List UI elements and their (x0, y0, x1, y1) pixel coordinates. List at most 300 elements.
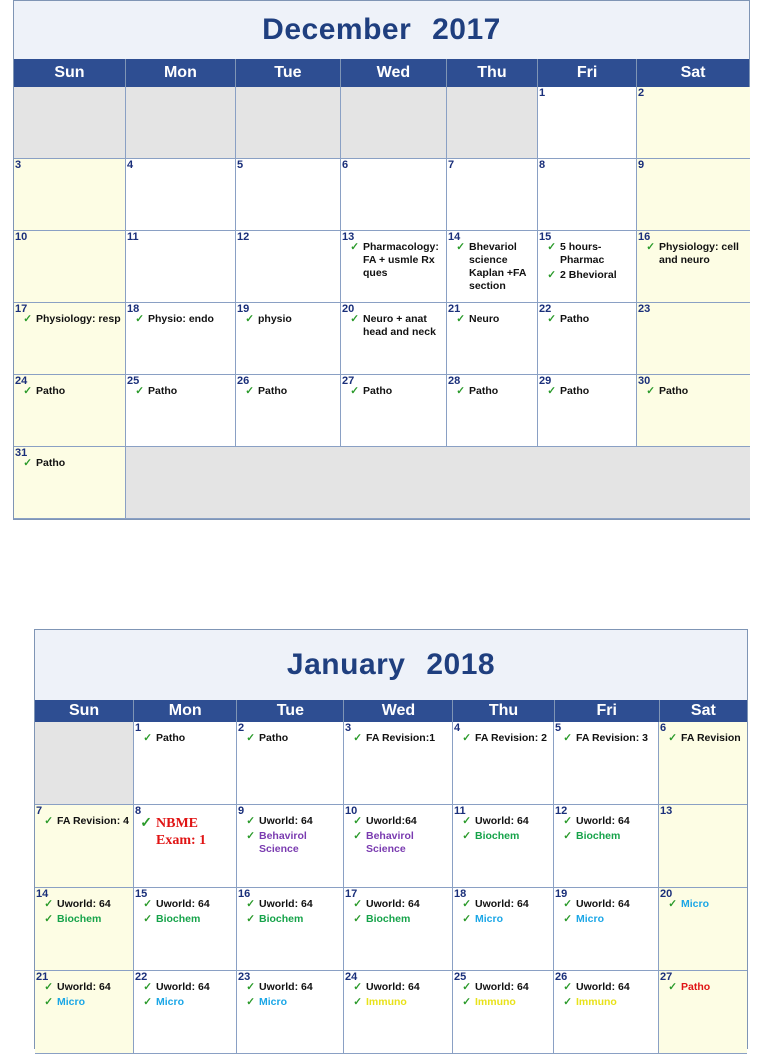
empty-day-cell (236, 87, 341, 159)
task-text: Neuro (469, 313, 500, 325)
task-text: Physiology: resp (36, 313, 121, 325)
checkmark-icon: ✓ (44, 898, 53, 910)
task-item (542, 313, 633, 326)
checkmark-icon: ✓ (563, 830, 572, 842)
weekday-mon: Mon (126, 59, 236, 87)
task-item (138, 981, 233, 994)
checkmark-icon: ✓ (547, 313, 556, 325)
day-number: 22 (539, 303, 552, 315)
task-item (39, 981, 130, 994)
task-text: FA Revision: 4 (57, 815, 129, 827)
task-item (663, 981, 744, 994)
day-cell-6 (341, 159, 447, 231)
task-text: Physio: endo (148, 313, 214, 325)
task-list (345, 241, 443, 282)
checkmark-icon: ✓ (350, 241, 359, 253)
december-calendar (13, 0, 750, 520)
checkmark-icon: ✓ (462, 981, 471, 993)
checkmark-icon: ✓ (462, 898, 471, 910)
task-list (457, 898, 550, 928)
checkmark-icon: ✓ (246, 898, 255, 910)
day-number: 23 (238, 971, 251, 983)
day-number: 16 (638, 231, 651, 243)
task-text: Biochem (57, 913, 102, 925)
checkmark-icon: ✓ (353, 981, 362, 993)
task-text: Patho (36, 457, 66, 469)
day-number: 18 (127, 303, 140, 315)
day-number: 21 (36, 971, 49, 983)
day-cell-14 (447, 231, 538, 303)
day-cell-9 (237, 805, 344, 888)
task-list (345, 385, 443, 400)
task-list (451, 241, 534, 295)
day-cell-24 (344, 971, 453, 1054)
checkmark-icon: ✓ (23, 385, 32, 397)
day-cell-21 (35, 971, 134, 1054)
task-list (558, 981, 655, 1011)
day-number: 31 (15, 447, 28, 459)
day-cell-4 (453, 722, 554, 805)
checkmark-icon: ✓ (668, 898, 677, 910)
checkmark-icon: ✓ (143, 732, 152, 744)
task-list (348, 815, 449, 858)
task-text: physio (258, 313, 292, 325)
day-cell-7 (447, 159, 538, 231)
task-item (558, 996, 655, 1009)
task-text: Patho (469, 385, 499, 397)
day-number: 7 (448, 159, 455, 171)
task-list (240, 313, 337, 328)
day-cell-18 (126, 303, 236, 375)
task-text: Uworld: 64 (366, 898, 420, 910)
checkmark-icon: ✓ (246, 830, 255, 842)
day-cell-28 (447, 375, 538, 447)
task-item (39, 815, 130, 828)
day-cell-15 (538, 231, 637, 303)
day-number: 15 (135, 888, 148, 900)
day-cell-9 (637, 159, 750, 231)
weekday-thu: Thu (447, 59, 538, 87)
task-list (457, 732, 550, 747)
weekday-header (14, 59, 749, 87)
day-cell-20 (659, 888, 747, 971)
task-text: Uworld: 64 (259, 815, 313, 827)
calendar-grid (35, 722, 747, 1052)
empty-day-cell (35, 722, 134, 805)
task-item (457, 898, 550, 911)
day-cell-22 (538, 303, 637, 375)
task-item (345, 313, 443, 339)
calendar-title: December 2017 (14, 1, 749, 59)
task-text: Physiology: cell and neuro (659, 241, 739, 266)
checkmark-icon: ✓ (246, 732, 255, 744)
day-cell-12 (554, 805, 659, 888)
task-item (240, 385, 337, 398)
task-item (18, 313, 122, 326)
task-list (241, 898, 340, 928)
task-list (138, 732, 233, 747)
checkmark-icon: ✓ (462, 996, 471, 1008)
checkmark-icon: ✓ (456, 385, 465, 397)
task-list (558, 898, 655, 928)
task-text: 2 Bhevioral (560, 269, 617, 281)
task-text: FA Revision (681, 732, 741, 744)
day-number: 8 (135, 805, 142, 817)
checkmark-icon: ✓ (563, 981, 572, 993)
day-cell-17 (14, 303, 126, 375)
checkmark-icon: ✓ (245, 385, 254, 397)
task-list (240, 385, 337, 400)
day-number: 2 (638, 87, 645, 99)
day-cell-8 (538, 159, 637, 231)
day-number: 12 (555, 805, 568, 817)
task-list (451, 313, 534, 328)
weekday-wed: Wed (344, 700, 453, 722)
task-list (542, 385, 633, 400)
task-text: FA Revision: 2 (475, 732, 547, 744)
day-number: 17 (15, 303, 28, 315)
task-text: Behavirol Science (259, 830, 307, 855)
task-text: Uworld: 64 (259, 981, 313, 993)
task-item (130, 313, 232, 326)
task-item (457, 996, 550, 1009)
day-cell-14 (35, 888, 134, 971)
task-text: Uworld: 64 (576, 898, 630, 910)
day-number: 3 (345, 722, 352, 734)
task-list (345, 313, 443, 341)
task-text: Immuno (576, 996, 617, 1008)
checkmark-icon: ✓ (23, 457, 32, 469)
task-text: Micro (57, 996, 86, 1008)
day-number: 30 (638, 375, 651, 387)
task-item (39, 898, 130, 911)
task-list (39, 898, 130, 928)
empty-day-cell (126, 447, 750, 519)
weekday-header (35, 700, 747, 722)
task-text: 5 hours-Pharmac (560, 241, 605, 266)
task-text: Pharmacology: FA + usmle Rx ques (363, 241, 439, 279)
day-number: 24 (15, 375, 28, 387)
empty-day-cell (14, 87, 126, 159)
day-number: 8 (539, 159, 546, 171)
day-number: 1 (135, 722, 142, 734)
task-text: Patho (659, 385, 689, 397)
task-list (241, 815, 340, 858)
day-cell-1 (134, 722, 237, 805)
weekday-sat: Sat (680, 64, 706, 81)
task-text: Uworld: 64 (475, 981, 529, 993)
day-cell-26 (554, 971, 659, 1054)
checkmark-icon: ✓ (140, 816, 152, 831)
task-item (542, 269, 633, 282)
checkmark-icon: ✓ (350, 313, 359, 325)
weekday-sat: Sat (690, 702, 716, 719)
task-item (348, 732, 449, 745)
task-item (451, 385, 534, 398)
day-number: 15 (539, 231, 552, 243)
day-cell-21 (447, 303, 538, 375)
task-text: Biochem (259, 913, 304, 925)
task-item (18, 385, 122, 398)
task-list (130, 385, 232, 400)
task-item (558, 815, 655, 828)
day-number: 13 (342, 231, 355, 243)
task-item (457, 981, 550, 994)
task-text: Uworld: 64 (156, 981, 210, 993)
day-cell-23 (237, 971, 344, 1054)
checkmark-icon: ✓ (44, 981, 53, 993)
checkmark-icon: ✓ (462, 830, 471, 842)
task-list (558, 815, 655, 845)
task-list (18, 457, 122, 472)
day-number: 9 (238, 805, 245, 817)
checkmark-icon: ✓ (547, 269, 556, 281)
day-number: 23 (638, 303, 651, 315)
checkmark-icon: ✓ (563, 913, 572, 925)
task-item (18, 457, 122, 470)
day-number: 6 (342, 159, 349, 171)
task-item (138, 732, 233, 745)
day-number: 4 (127, 159, 134, 171)
day-number: 2 (238, 722, 245, 734)
task-text: Uworld: 64 (475, 898, 529, 910)
task-item (457, 815, 550, 828)
task-text: Immuno (475, 996, 516, 1008)
task-text: FA Revision:1 (366, 732, 436, 744)
checkmark-icon: ✓ (353, 732, 362, 744)
checkmark-icon: ✓ (143, 898, 152, 910)
empty-day-cell (126, 87, 236, 159)
task-text: Micro (259, 996, 288, 1008)
day-cell-26 (236, 375, 341, 447)
task-item (641, 385, 747, 398)
day-number: 27 (660, 971, 673, 983)
task-item (241, 913, 340, 926)
task-text: Patho (258, 385, 288, 397)
checkmark-icon: ✓ (646, 385, 655, 397)
day-cell-16 (637, 231, 750, 303)
checkmark-icon: ✓ (135, 313, 144, 325)
day-number: 22 (135, 971, 148, 983)
weekday-sun: Sun (35, 700, 134, 722)
checkmark-icon: ✓ (646, 241, 655, 253)
task-text: Micro (475, 913, 504, 925)
checkmark-icon: ✓ (143, 996, 152, 1008)
day-cell-16 (237, 888, 344, 971)
checkmark-icon: ✓ (353, 830, 362, 842)
weekday-tue: Tue (237, 700, 344, 722)
checkmark-icon: ✓ (350, 385, 359, 397)
day-number: 19 (237, 303, 250, 315)
day-number: 27 (342, 375, 355, 387)
task-item (241, 815, 340, 828)
task-item (138, 913, 233, 926)
task-text: Biochem (366, 913, 411, 925)
day-cell-29 (538, 375, 637, 447)
task-text: Patho (156, 732, 186, 744)
weekday-fri: Fri (555, 700, 660, 722)
checkmark-icon: ✓ (246, 996, 255, 1008)
day-cell-6 (659, 722, 747, 805)
day-cell-1 (538, 87, 637, 159)
weekday-wed: Wed (341, 59, 447, 87)
day-number: 1 (539, 87, 546, 99)
task-text: Uworld: 64 (576, 815, 630, 827)
checkmark-icon: ✓ (245, 313, 254, 325)
task-text: Uworld: 64 (57, 981, 111, 993)
checkmark-icon: ✓ (143, 981, 152, 993)
task-list (39, 815, 130, 830)
task-list (542, 313, 633, 328)
task-item (457, 732, 550, 745)
checkmark-icon: ✓ (353, 913, 362, 925)
empty-day-cell (447, 87, 538, 159)
day-cell-11 (126, 231, 236, 303)
task-item (348, 898, 449, 911)
task-item (451, 241, 534, 293)
calendar-title: January 2018 (35, 630, 747, 700)
day-number: 25 (454, 971, 467, 983)
day-cell-7 (35, 805, 134, 888)
day-cell-15 (134, 888, 237, 971)
checkmark-icon: ✓ (143, 913, 152, 925)
checkmark-icon: ✓ (668, 981, 677, 993)
day-number: 18 (454, 888, 467, 900)
task-item (348, 996, 449, 1009)
day-cell-17 (344, 888, 453, 971)
task-list (18, 313, 122, 328)
day-number: 14 (36, 888, 49, 900)
task-list (641, 241, 747, 269)
day-number: 19 (555, 888, 568, 900)
task-item (345, 241, 443, 280)
january-calendar (34, 629, 748, 1049)
task-item (241, 981, 340, 994)
day-number: 12 (237, 231, 250, 243)
task-list (663, 898, 744, 913)
task-text: Uworld: 64 (156, 898, 210, 910)
day-number: 4 (454, 722, 461, 734)
task-item (457, 830, 550, 843)
day-number: 21 (448, 303, 461, 315)
task-item (457, 913, 550, 926)
task-text: Patho (560, 385, 590, 397)
task-list (241, 732, 340, 747)
task-item (39, 996, 130, 1009)
task-item (138, 815, 233, 849)
task-item (348, 913, 449, 926)
task-text: Patho (259, 732, 289, 744)
task-item (348, 981, 449, 994)
day-number: 5 (555, 722, 562, 734)
checkmark-icon: ✓ (135, 385, 144, 397)
checkmark-icon: ✓ (353, 898, 362, 910)
empty-day-cell (341, 87, 447, 159)
weekday-sun: Sun (14, 59, 126, 87)
day-cell-2 (237, 722, 344, 805)
day-cell-18 (453, 888, 554, 971)
checkmark-icon: ✓ (668, 732, 677, 744)
checkmark-icon: ✓ (246, 913, 255, 925)
checkmark-icon: ✓ (462, 815, 471, 827)
task-item (39, 913, 130, 926)
checkmark-icon: ✓ (456, 313, 465, 325)
day-number: 26 (237, 375, 250, 387)
day-cell-20 (341, 303, 447, 375)
task-text: Uworld: 64 (57, 898, 111, 910)
task-text: Patho (681, 981, 711, 993)
day-cell-5 (236, 159, 341, 231)
task-list (663, 732, 744, 747)
task-text: Neuro + anat head and neck (363, 313, 436, 338)
checkmark-icon: ✓ (547, 241, 556, 253)
task-list (663, 981, 744, 996)
day-number: 6 (660, 722, 667, 734)
day-number: 7 (36, 805, 43, 817)
day-number: 9 (638, 159, 645, 171)
calendar-grid (14, 87, 749, 519)
task-item (241, 898, 340, 911)
task-list (138, 981, 233, 1011)
day-cell-2 (637, 87, 750, 159)
day-cell-25 (453, 971, 554, 1054)
day-cell-13 (341, 231, 447, 303)
task-text: FA Revision: 3 (576, 732, 648, 744)
task-item (558, 898, 655, 911)
task-item (558, 981, 655, 994)
day-cell-27 (341, 375, 447, 447)
checkmark-icon: ✓ (23, 313, 32, 325)
task-list (457, 981, 550, 1011)
day-cell-22 (134, 971, 237, 1054)
task-text: Uworld:64 (366, 815, 417, 827)
task-list (451, 385, 534, 400)
checkmark-icon: ✓ (563, 732, 572, 744)
weekday-fri: Fri (538, 59, 637, 87)
day-number: 28 (448, 375, 461, 387)
day-cell-23 (637, 303, 750, 375)
task-item (542, 241, 633, 267)
day-cell-12 (236, 231, 341, 303)
day-cell-24 (14, 375, 126, 447)
task-item (348, 830, 449, 856)
day-number: 25 (127, 375, 140, 387)
task-item (240, 313, 337, 326)
day-cell-27 (659, 971, 747, 1054)
task-list (457, 815, 550, 845)
checkmark-icon: ✓ (563, 815, 572, 827)
checkmark-icon: ✓ (44, 913, 53, 925)
day-cell-13 (659, 805, 747, 888)
task-text: Biochem (156, 913, 201, 925)
checkmark-icon: ✓ (456, 241, 465, 253)
task-list (138, 815, 233, 851)
weekday-mon: Mon (134, 700, 237, 722)
task-list (348, 981, 449, 1011)
day-number: 26 (555, 971, 568, 983)
day-cell-10 (14, 231, 126, 303)
task-text: Biochem (475, 830, 520, 842)
task-text: Micro (576, 913, 605, 925)
day-cell-19 (554, 888, 659, 971)
checkmark-icon: ✓ (353, 996, 362, 1008)
task-text: Patho (36, 385, 66, 397)
task-item (138, 898, 233, 911)
day-number: 20 (660, 888, 673, 900)
checkmark-icon: ✓ (563, 898, 572, 910)
task-item (138, 996, 233, 1009)
checkmark-icon: ✓ (44, 996, 53, 1008)
